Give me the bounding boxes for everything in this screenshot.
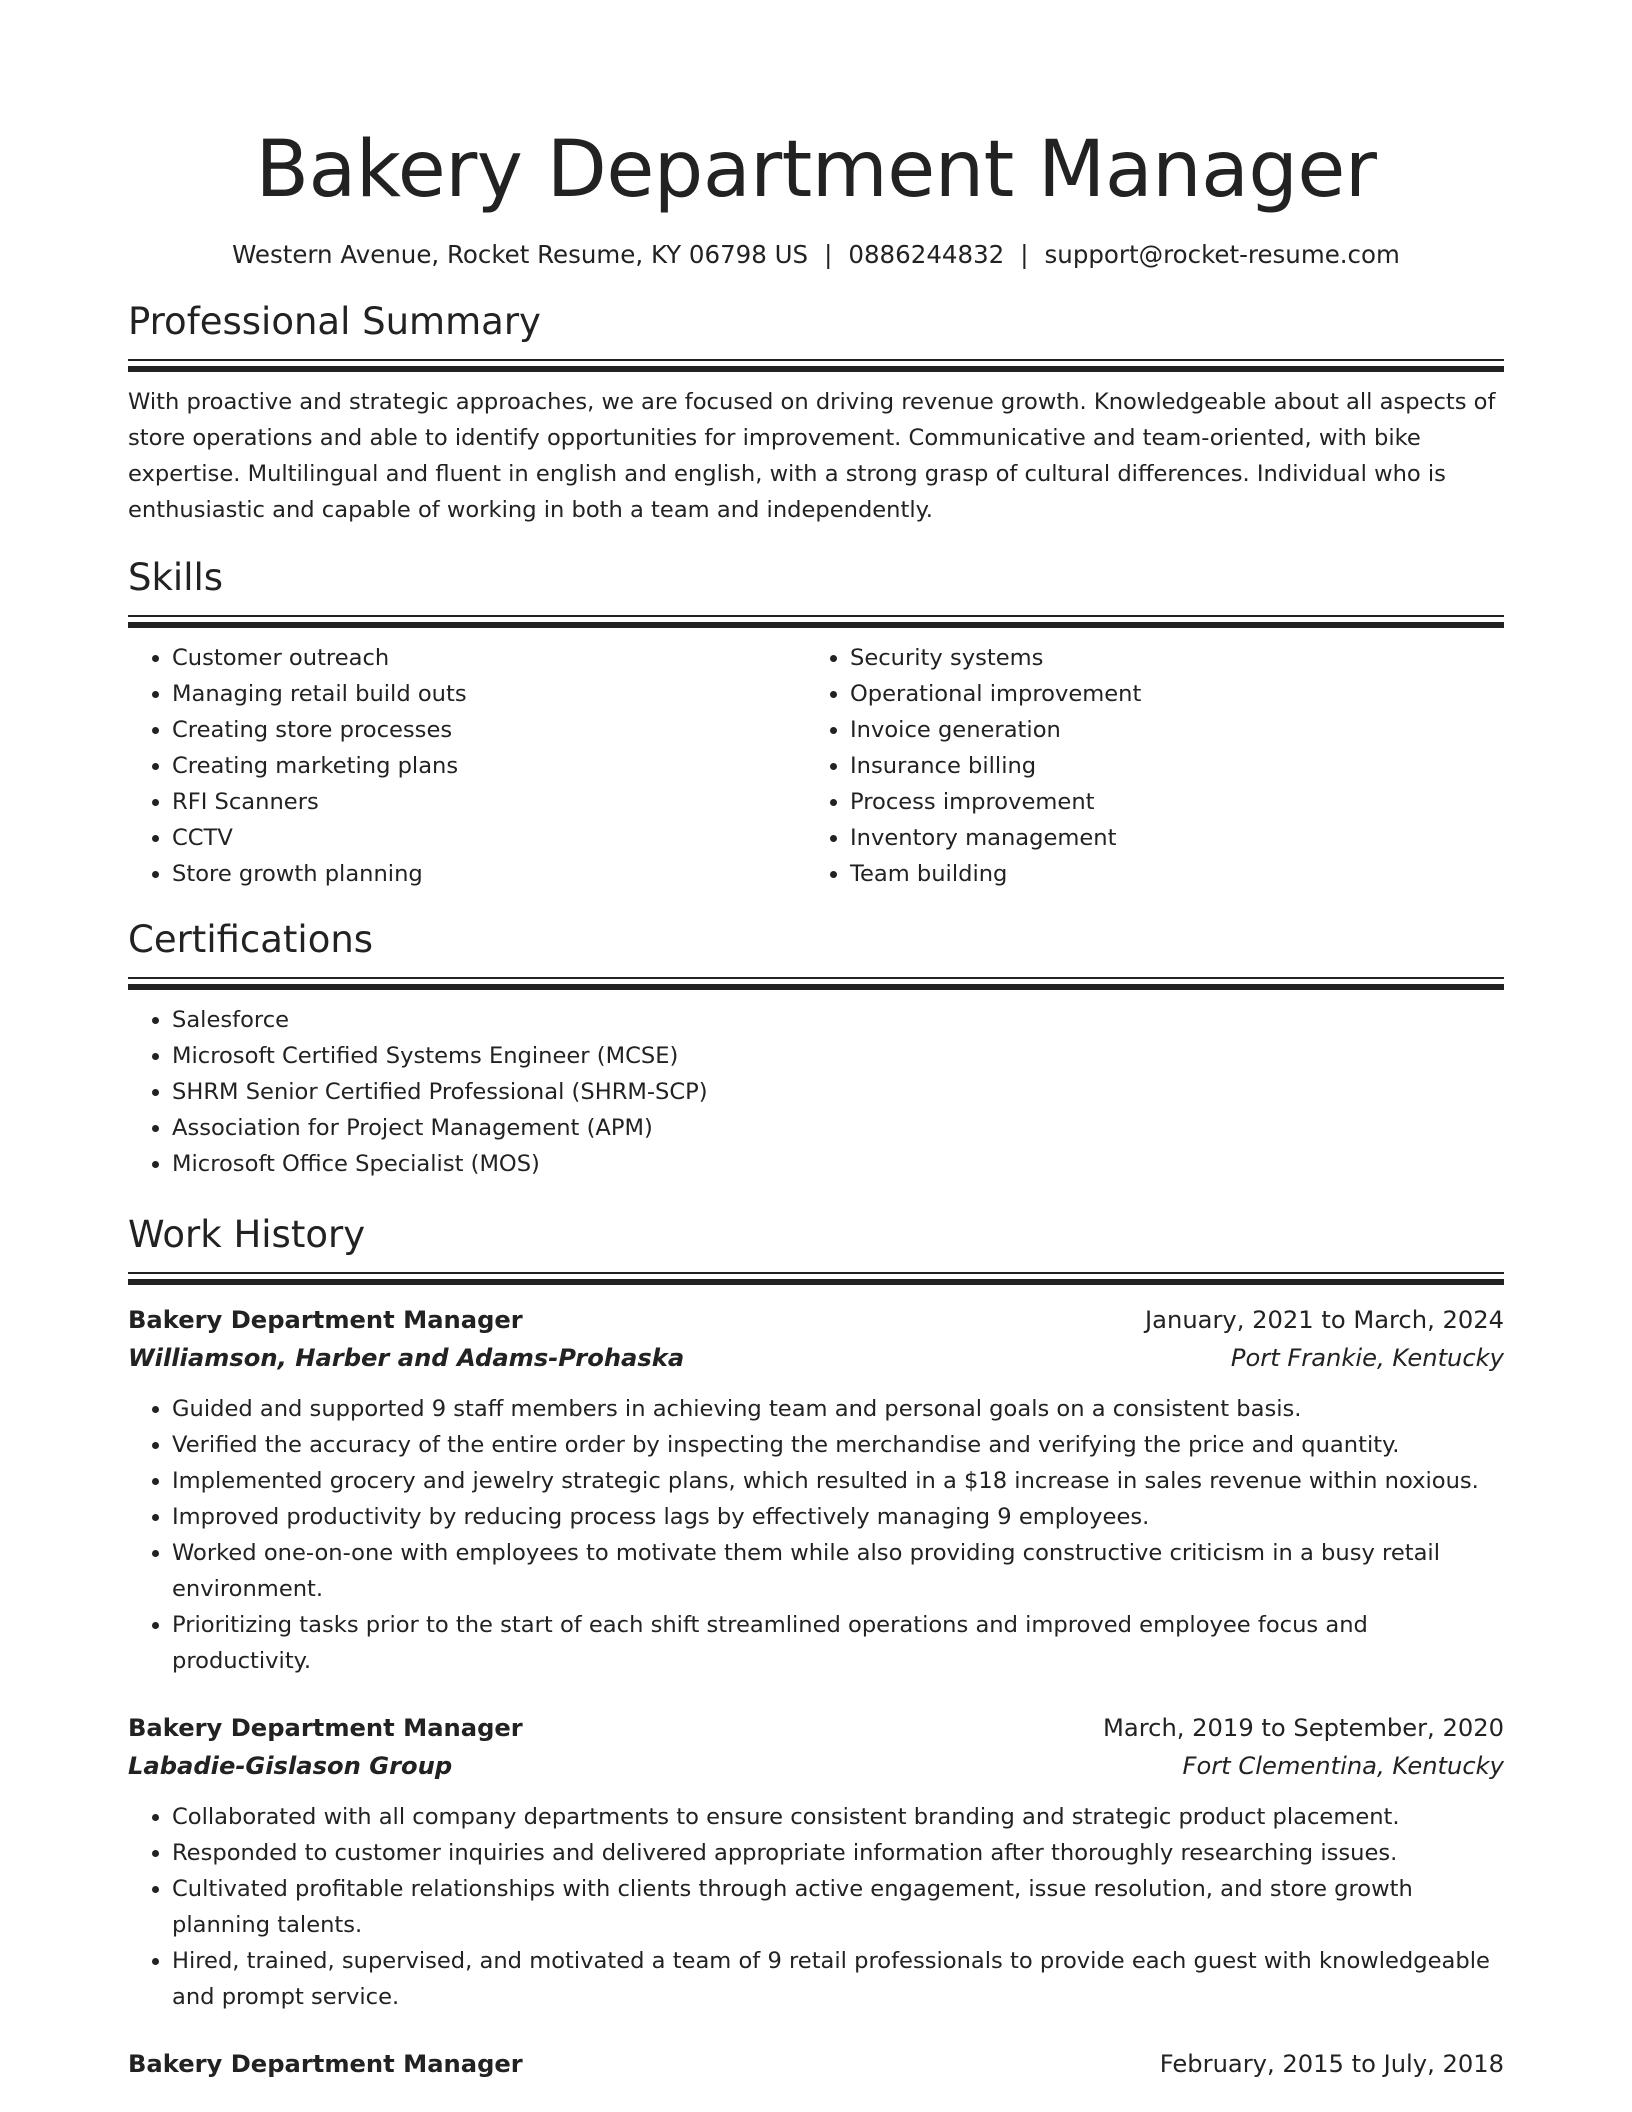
certification-item: • SHRM Senior Certified Professional (SHRM-SCP) — [172, 1074, 1504, 1110]
certifications-section — [128, 915, 1504, 1182]
skill-item: • Security systems — [850, 640, 1484, 676]
contact-separator: | — [824, 240, 833, 269]
skill-item: • Customer outreach — [172, 640, 806, 676]
certifications-heading: Certifications — [128, 918, 374, 961]
contact-email: support@rocket-resume.com — [1044, 240, 1400, 269]
job-location: Port Frankie, Kentucky — [1230, 1344, 1504, 1372]
skill-item: • Insurance billing — [850, 748, 1484, 784]
job-header — [128, 1709, 1504, 1747]
summary-heading: Professional Summary — [128, 300, 541, 343]
work-history-section — [128, 1210, 1504, 2083]
section-divider — [128, 359, 1504, 372]
job-bullet: • Improved productivity by reducing process lags by effectively managing 9 employees. — [172, 1499, 1504, 1535]
job-entry — [128, 2045, 1504, 2083]
skill-item: • Operational improvement — [850, 676, 1484, 712]
job-header — [128, 2045, 1504, 2083]
contact-phone: 0886244832 — [848, 240, 1005, 269]
skills-column-left — [128, 640, 806, 892]
skill-item: • Process improvement — [850, 784, 1484, 820]
skill-item: • Creating marketing plans — [172, 748, 806, 784]
skill-item: • Invoice generation — [850, 712, 1484, 748]
contact-line — [128, 238, 1504, 272]
job-title: Bakery Department Manager — [128, 1714, 523, 1742]
job-title: Bakery Department Manager — [128, 2050, 523, 2078]
resume-name: Bakery Department Manager — [255, 125, 1377, 215]
job-company: Williamson, Harber and Adams-Prohaska — [128, 1344, 685, 1372]
skills-column-right — [806, 640, 1484, 892]
section-divider — [128, 977, 1504, 990]
skill-item: • Managing retail build outs — [172, 676, 806, 712]
work-history-heading: Work History — [128, 1213, 366, 1256]
job-bullet: • Responded to customer inquiries and delivered appropriate information after thoroughly researching issues. — [172, 1835, 1504, 1871]
job-header — [128, 1301, 1504, 1339]
job-dates: March, 2019 to September, 2020 — [1103, 1714, 1504, 1742]
job-bullet: • Worked one-on-one with employees to motivate them while also providing constructive criticism in a busy retail environment. — [172, 1535, 1504, 1607]
skills-section — [128, 553, 1504, 892]
skill-item: • Team building — [850, 856, 1484, 892]
job-bullet: • Hired, trained, supervised, and motivated a team of 9 retail professionals to provide each guest with knowledgeable and prompt service. — [172, 1943, 1504, 2015]
job-bullet: • Cultivated profitable relationships with clients through active engagement, issue resolution, and store growth planning talents. — [172, 1871, 1504, 1943]
skill-item: • Store growth planning — [172, 856, 806, 892]
job-title: Bakery Department Manager — [128, 1306, 523, 1334]
certification-item: • Salesforce — [172, 1002, 1504, 1038]
skill-item: • CCTV — [172, 820, 806, 856]
skills-heading: Skills — [128, 556, 224, 599]
job-entry — [128, 1301, 1504, 1679]
certification-item: • Microsoft Office Specialist (MOS) — [172, 1146, 1504, 1182]
job-dates: January, 2021 to March, 2024 — [1145, 1306, 1504, 1334]
job-bullet: • Collaborated with all company departments to ensure consistent branding and strategic product placement. — [172, 1799, 1504, 1835]
job-bullet: • Verified the accuracy of the entire order by inspecting the merchandise and verifying the price and quantity. — [172, 1427, 1504, 1463]
job-bullet: • Guided and supported 9 staff members in achieving team and personal goals on a consistent basis. — [172, 1391, 1504, 1427]
summary-section — [128, 297, 1504, 528]
job-entry — [128, 1709, 1504, 2015]
certification-item: • Association for Project Management (APM) — [172, 1110, 1504, 1146]
job-location: Fort Clementina, Kentucky — [1182, 1752, 1504, 1780]
skill-item: • Inventory management — [850, 820, 1484, 856]
job-subheader — [128, 1747, 1504, 1785]
section-divider — [128, 615, 1504, 628]
job-dates: February, 2015 to July, 2018 — [1159, 2050, 1504, 2078]
contact-separator: | — [1020, 240, 1029, 269]
skill-item: • Creating store processes — [172, 712, 806, 748]
job-company: Labadie-Gislason Group — [128, 1752, 453, 1780]
certification-item: • Microsoft Certified Systems Engineer (MCSE) — [172, 1038, 1504, 1074]
summary-text: With proactive and strategic approaches, we are focused on driving revenue growth. Knowledgeable about all aspects of store operations and able to identify opportunities for improvement. Communicative and team-oriented, with bike expertise. Multilingual and fluent in english and english, with a strong grasp of cultural differences. Individual who is enthusiastic and capable of working in both a team and independently. — [128, 389, 1496, 523]
job-bullet: • Prioritizing tasks prior to the start of each shift streamlined operations and improved employee focus and productivity. — [172, 1607, 1504, 1679]
skills-grid — [128, 640, 1504, 892]
section-divider — [128, 1272, 1504, 1285]
resume-page — [128, 0, 1504, 2083]
job-subheader — [128, 1339, 1504, 1377]
job-bullet: • Implemented grocery and jewelry strategic plans, which resulted in a $18 increase in sales revenue within noxious. — [172, 1463, 1504, 1499]
skill-item: • RFI Scanners — [172, 784, 806, 820]
contact-address: Western Avenue, Rocket Resume, KY 06798 US — [232, 240, 809, 269]
